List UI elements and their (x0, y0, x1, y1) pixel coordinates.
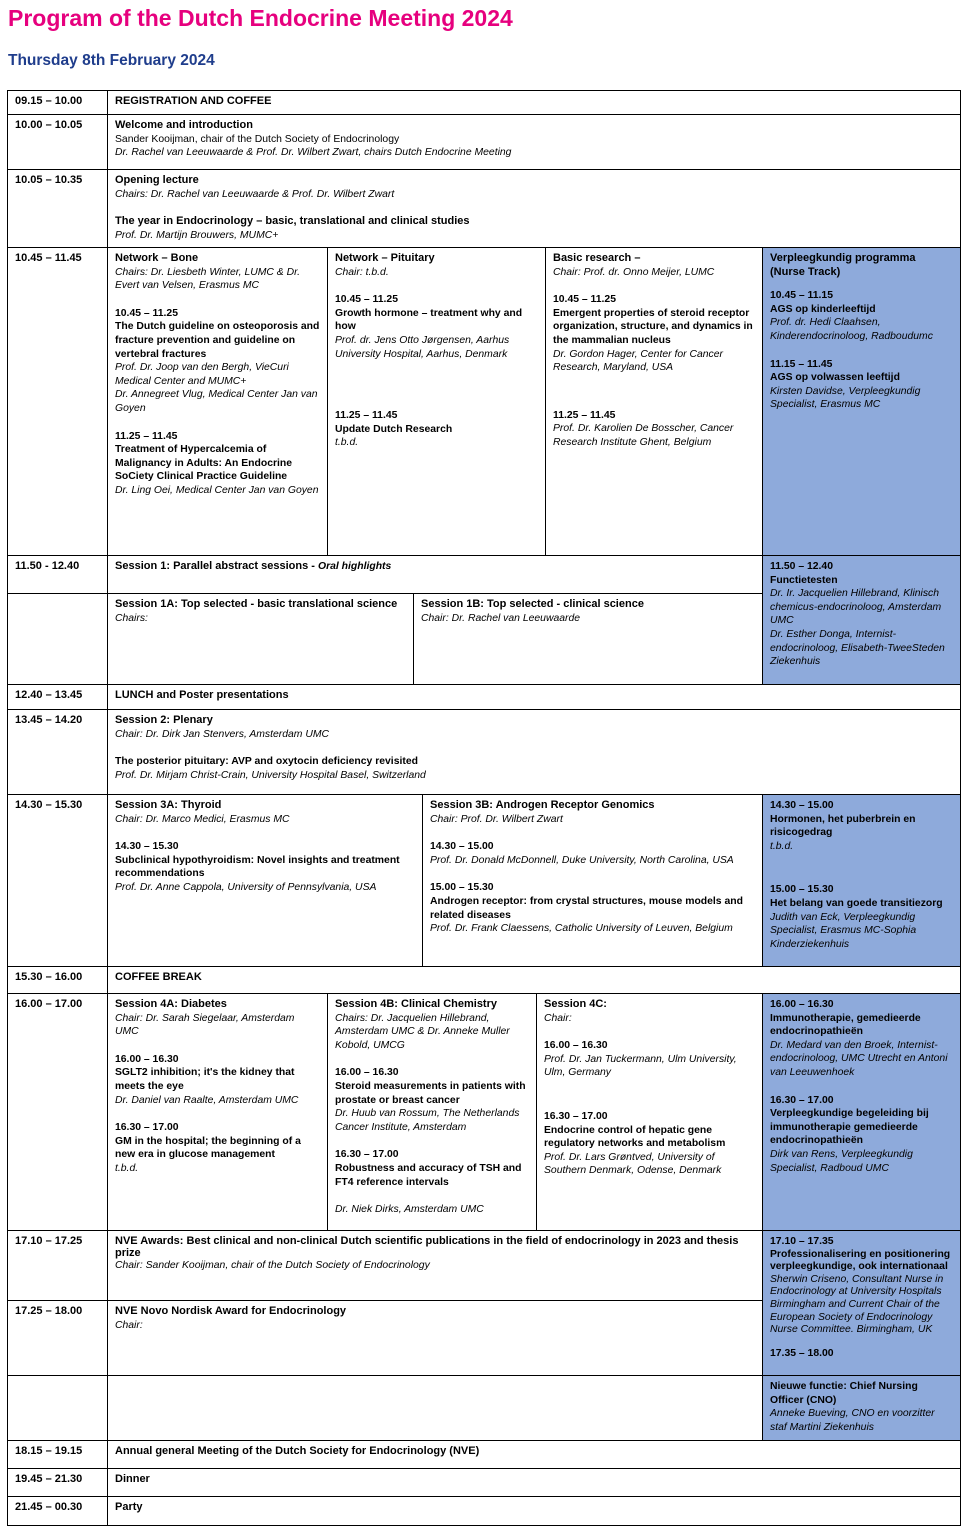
time-cell-empty (7, 593, 108, 685)
session-cell: NVE Awards: Best clinical and non-clinical Dutch scientific publications in the field of endocrinology in 2023 and thesis prize Chair: Sander Kooijman, chair of the Dutch Society of Endocrinology (107, 1230, 763, 1301)
session-3a-cell: Session 3A: Thyroid Chair: Dr. Marco Medici, Erasmus MC 14.30 – 15.30 Subclinical hypothyroidism: Novel insights and treatment recommendations Prof. Dr. Anne Cappola, University of Pennsylvania, USA (107, 794, 423, 967)
page-title: Program of the Dutch Endocrine Meeting 2024 (8, 5, 513, 31)
nurse-track-cell: 14.30 – 15.00 Hormonen, het puberbrein en risicogedrag t.b.d. 15.00 – 15.30 Het belang van goede transitiezorg Judith van Eck, Verpleegkundig Specialist, Erasmus MC-Sophia Kinderziekenhuis (762, 794, 961, 967)
time-cell: 16.00 – 17.00 (7, 993, 108, 1231)
time-cell: 17.10 – 17.25 (7, 1230, 108, 1301)
time-cell: 10.05 – 10.35 (7, 169, 108, 248)
basic-research-cell: Basic research – Chair: Prof. dr. Onno Meijer, LUMC 10.45 – 11.25 Emergent properties of steroid receptor organization, structure, and dynamics in the mammalian nucleus Dr. Gordon Hager, Center for Cancer Research, Maryland, USA 11.25 – 11.45 Prof. Dr. Karolien De Bosscher, Cancer Research Institute Ghent, Belgium (545, 247, 763, 556)
time-cell: 15.30 – 16.00 (7, 966, 108, 994)
session-cell: NVE Novo Nordisk Award for Endocrinology Chair: (107, 1300, 763, 1376)
nurse-track-cell: 11.50 – 12.40 Functietesten Dr. Ir. Jacquelien Hillebrand, Klinisch chemicus-endocrinoloog, Amsterdam UMC Dr. Esther Donga, Internist-endocrinoloog, Elisabeth-TweeSteden Ziekenhuis (762, 555, 961, 685)
nurse-track-cell: Nieuwe functie: Chief Nursing Officer (CNO) Anneke Bueving, CNO en voorzitter staf Martini Ziekenhuis (762, 1375, 961, 1441)
time-cell: 10.45 – 11.45 (7, 247, 108, 556)
session-cell: REGISTRATION AND COFFEE (107, 90, 961, 115)
session-cell: Welcome and introduction Sander Kooijman, chair of the Dutch Society of Endocrinology Dr. Rachel van Leeuwaarde & Prof. Dr. Wilbert Zwart, chairs Dutch Endocrine Meeting (107, 114, 961, 170)
session-4c-cell: Session 4C: Chair: 16.00 – 16.30 Prof. Dr. Jan Tuckermann, Ulm University, Ulm, Germany 16.30 – 17.00 Endocrine control of hepatic gene regulatory networks and metabolism Prof. Dr. Lars Grøntved, University of Southern Denmark, Odense, Denmark (536, 993, 763, 1231)
session-cell: LUNCH and Poster presentations (107, 684, 961, 710)
session-cell: Opening lecture Chairs: Dr. Rachel van Leeuwaarde & Prof. Dr. Wilbert Zwart The year in Endocrinology – basic, translational and clinical studies Prof. Dr. Martijn Brouwers, MUMC+ (107, 169, 961, 248)
session-1a-cell: Session 1A: Top selected - basic translational science Chairs: (107, 593, 414, 685)
time-cell: 13.45 – 14.20 (7, 709, 108, 795)
time-cell: 11.50 - 12.40 (7, 555, 108, 594)
session-1b-cell: Session 1B: Top selected - clinical science Chair: Dr. Rachel van Leeuwaarde (413, 593, 763, 685)
session-cell: Session 1: Parallel abstract sessions - Oral highlights (107, 555, 763, 594)
session-cell: COFFEE BREAK (107, 966, 961, 994)
session-4a-cell: Session 4A: Diabetes Chair: Dr. Sarah Siegelaar, Amsterdam UMC 16.00 – 16.30 SGLT2 inhibition; it's the kidney that meets the eye Dr. Daniel van Raalte, Amsterdam UMC 16.30 – 17.00 GM in the hospital; the beginning of a new era in glucose management t.b.d. (107, 993, 328, 1231)
session-cell: Session 2: Plenary Chair: Dr. Dirk Jan Stenvers, Amsterdam UMC The posterior pituitary: AVP and oxytocin deficiency revisited Prof. Dr. Mirjam Christ-Crain, University Hospital Basel, Switzerland (107, 709, 961, 795)
time-cell-empty (7, 1375, 108, 1441)
time-cell: 09.15 – 10.00 (7, 90, 108, 115)
time-cell: 12.40 – 13.45 (7, 684, 108, 710)
program-date: Thursday 8th February 2024 (8, 52, 215, 69)
session-cell-empty (107, 1375, 763, 1441)
session-cell: Party (107, 1496, 961, 1526)
session-cell: Dinner (107, 1468, 961, 1497)
time-cell: 19.45 – 21.30 (7, 1468, 108, 1497)
session-4b-cell: Session 4B: Clinical Chemistry Chairs: Dr. Jacquelien Hillebrand, Amsterdam UMC & Dr. Anneke Muller Kobold, UMCG 16.00 – 16.30 Steroid measurements in patients with prostate or breast cancer Dr. Huub van Rossum, The Netherlands Cancer Institute, Amsterdam 16.30 – 17.00 Robustness and accuracy of TSH and FT4 reference intervals Dr. Niek Dirks, Amsterdam UMC (327, 993, 537, 1231)
network-pituitary-cell: Network – Pituitary Chair: t.b.d. 10.45 – 11.25 Growth hormone – treatment why and how Prof. dr. Jens Otto Jørgensen, Aarhus University Hospital, Aarhus, Denmark 11.25 – 11.45 Update Dutch Research t.b.d. (327, 247, 546, 556)
time-cell: 14.30 – 15.30 (7, 794, 108, 967)
session-3b-cell: Session 3B: Androgen Receptor Genomics Chair: Prof. Dr. Wilbert Zwart 14.30 – 15.00 Prof. Dr. Donald McDonnell, Duke University, North Carolina, USA 15.00 – 15.30 Androgen receptor: from crystal structures, mouse models and related diseases Prof. Dr. Frank Claessens, Catholic University of Leuven, Belgium (422, 794, 763, 967)
nurse-track-cell: 17.10 – 17.35 Professionalisering en positionering verpleegkundige, ook internationaal Sherwin Criseno, Consultant Nurse in Endocrinology at University Hospitals Birmingham and Current Chair of the European Society of Endocrinology Nurse Committee. Birmingham, UK 17.35 – 18.00 (762, 1230, 961, 1376)
network-bone-cell: Network – Bone Chairs: Dr. Liesbeth Winter, LUMC & Dr. Evert van Velsen, Erasmus MC 10.45 – 11.25 The Dutch guideline on osteoporosis and fracture prevention and guideline on vertebral fractures Prof. Dr. Joop van den Bergh, VieCuri Medical Center and MUMC+ Dr. Annegreet Vlug, Medical Center Jan van Goyen 11.25 – 11.45 Treatment of Hypercalcemia of Malignancy in Adults: An Endocrine SoCiety Clinical Practice Guideline Dr. Ling Oei, Medical Center Jan van Goyen (107, 247, 328, 556)
time-cell: 21.45 – 00.30 (7, 1496, 108, 1526)
session-cell: Annual general Meeting of the Dutch Society for Endocrinology (NVE) (107, 1440, 961, 1469)
time-cell: 17.25 – 18.00 (7, 1300, 108, 1376)
nurse-track-cell: 16.00 – 16.30 Immunotherapie, gemedieerde endocrinopathieën Dr. Medard van den Broek, Internist-endocrinoloog, UMC Utrecht en Antoni van Leeuwenhoek 16.30 – 17.00 Verpleegkundige begeleiding bij immunotherapie gemedieerde endocrinopathieën Dirk van Rens, Verpleegkundig Specialist, Radboud UMC (762, 993, 961, 1231)
nurse-track-cell: Verpleegkundig programma (Nurse Track) 10.45 – 11.15 AGS op kinderleeftijd Prof. dr. Hedi Claahsen, Kinderendocrinoloog, Radboudumc 11.15 – 11.45 AGS op volwassen leeftijd Kirsten Davidse, Verpleegkundig Specialist, Erasmus MC (762, 247, 961, 556)
time-cell: 18.15 – 19.15 (7, 1440, 108, 1469)
time-cell: 10.00 – 10.05 (7, 114, 108, 170)
